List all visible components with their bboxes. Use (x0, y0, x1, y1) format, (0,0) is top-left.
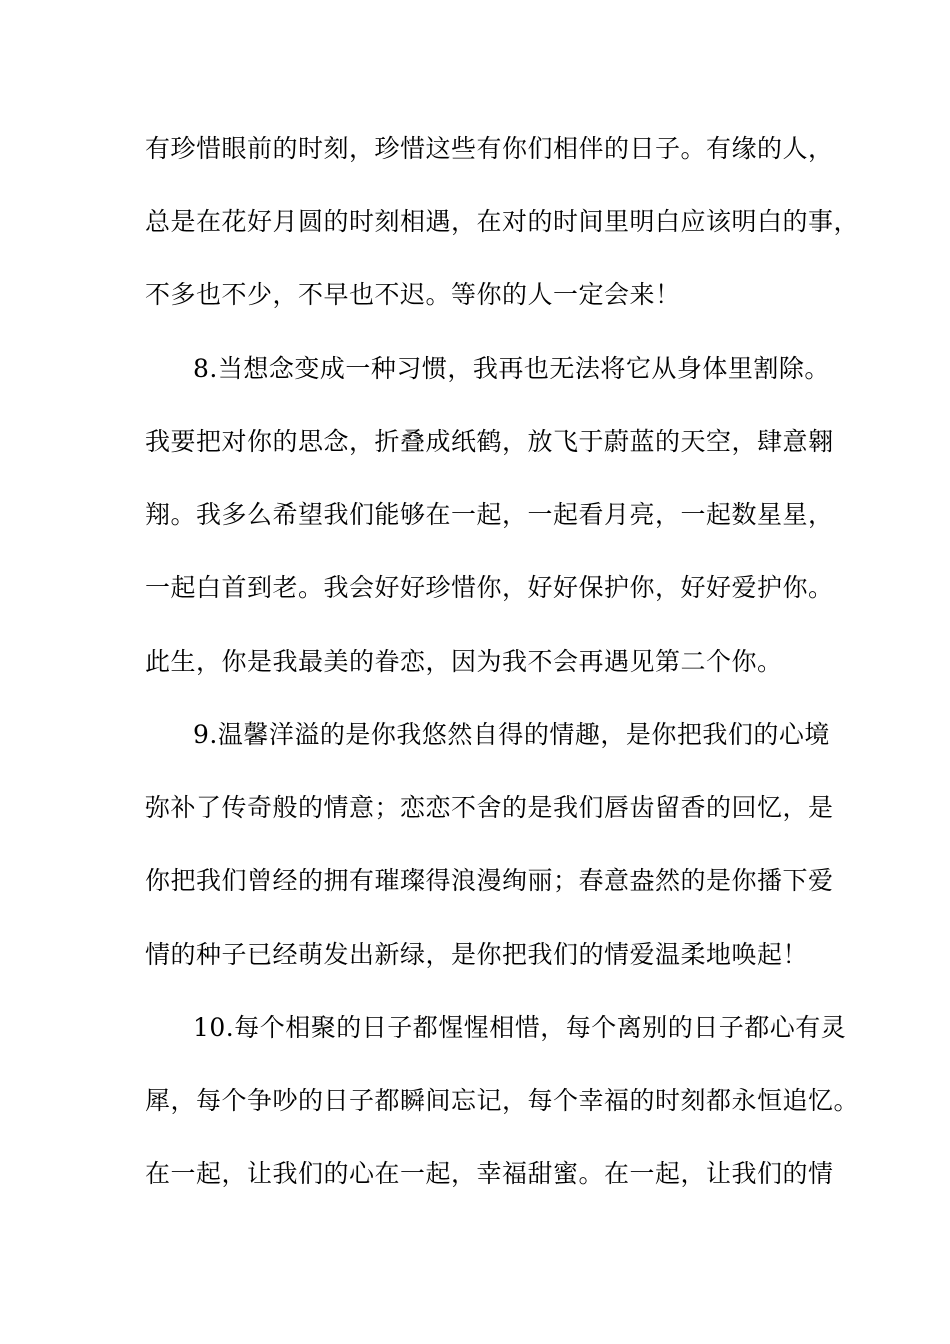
text-line: 你把我们曾经的拥有璀璨得浪漫绚丽；春意盎然的是你播下爱 (145, 866, 834, 895)
text-line: 一起白首到老。我会好好珍惜你，好好保护你，好好爱护你。 (145, 573, 834, 602)
text-line: 在一起，让我们的心在一起，幸福甜蜜。在一起，让我们的情 (145, 1159, 834, 1188)
text-line: 我要把对你的思念，折叠成纸鹤，放飞于蔚蓝的天空，肆意翱 (145, 427, 834, 456)
paragraph-10-start: 10.每个相聚的日子都惺惺相惜，每个离别的日子都心有灵 (193, 1013, 847, 1042)
text-line: 总是在花好月圆的时刻相遇，在对的时间里明白应该明白的事， (145, 207, 860, 236)
paragraph-8-start: 8.当想念变成一种习惯，我再也无法将它从身体里割除。 (193, 354, 830, 383)
text-line: 有珍惜眼前的时刻，珍惜这些有你们相伴的日子。有缘的人， (145, 134, 834, 163)
text-line: 犀，每个争吵的日子都瞬间忘记，每个幸福的时刻都永恒追忆。 (145, 1086, 860, 1115)
text-line: 翔。我多么希望我们能够在一起，一起看月亮，一起数星星， (145, 500, 834, 529)
text-line: 不多也不少，不早也不迟。等你的人一定会来！ (145, 280, 681, 309)
text-line: 情的种子已经萌发出新绿，是你把我们的情爱温柔地唤起！ (145, 940, 809, 969)
paragraph-9-start: 9.温馨洋溢的是你我悠然自得的情趣，是你把我们的心境 (193, 720, 830, 749)
text-line: 弥补了传奇般的情意；恋恋不舍的是我们唇齿留香的回忆，是 (145, 793, 834, 822)
text-line: 此生，你是我最美的眷恋，因为我不会再遇见第二个你。 (145, 647, 783, 676)
